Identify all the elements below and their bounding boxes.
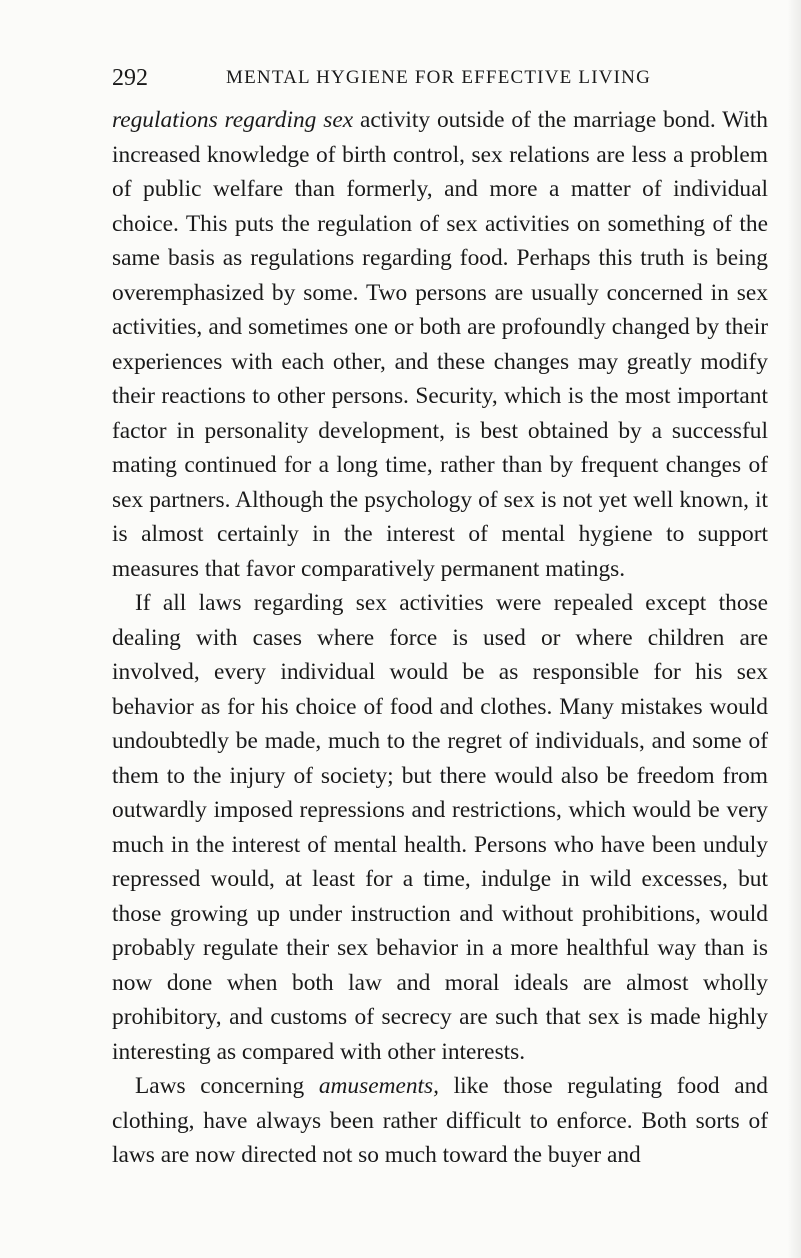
paragraph-3-text-before: Laws concerning bbox=[135, 1073, 319, 1099]
paragraph-1-text: activity outside of the marriage bond. With increased knowledge of birth control, sex relations are less a problem of public welfare than formerly, and more a matter of individual choice. This puts the regulation of sex activities on something of the same basis as regulations regarding food. Perhaps this truth is being overemphasized by some. Two persons are usually concerned in sex activities, and sometimes one or both are profoundly changed by their experiences with each other, and these changes may greatly modify their reactions to other persons. Security, which is the most important factor in personality development, is best obtained by a successful mating continued for a long time, rather than by frequent changes of sex partners. Although the psychology of sex is not yet well known, it is almost certainly in the interest of mental hygiene to support measures that favor comparatively permanent matings. bbox=[112, 107, 768, 582]
paragraph-2-text: If all laws regarding sex activities were repealed except those dealing with cases where force is used or where children are involved, every individual would be as responsible for his sex behavior as for his choice of food and clothes. Many mistakes would undoubtedly be made, much to the regret of individuals, and some of them to the injury of society; but there would also be freedom from outwardly imposed repressions and restrictions, which would be very much in the interest of mental health. Persons who have been unduly repressed would, at least for a time, indulge in wild excesses, but those growing up under instruction and without prohibitions, would probably regulate their sex behavior in a more healthful way than is now done when both law and moral ideals are almost wholly prohibitory, and customs of secrecy are such that sex is made highly interesting as compared with other interests. bbox=[112, 590, 768, 1065]
paragraph-3 bbox=[112, 1069, 768, 1173]
running-head bbox=[112, 62, 732, 94]
running-head-title: MENTAL HYGIENE FOR EFFECTIVE LIVING bbox=[226, 67, 652, 88]
paragraph-1 bbox=[112, 103, 768, 586]
paragraph-2 bbox=[112, 586, 768, 1069]
page-edge-shadow bbox=[787, 0, 801, 1258]
body-text bbox=[112, 103, 768, 1173]
paragraph-3-text-after: like those regulating food and clothing, have always been rather difficult to enforce. Both sorts of laws are now directed not so much toward the buyer and bbox=[112, 1073, 768, 1168]
page-number: 292 bbox=[112, 65, 148, 91]
paragraph-3-italic: amusements, bbox=[318, 1073, 439, 1099]
paragraph-1-italic-lead: regulations regarding sex bbox=[112, 107, 354, 133]
